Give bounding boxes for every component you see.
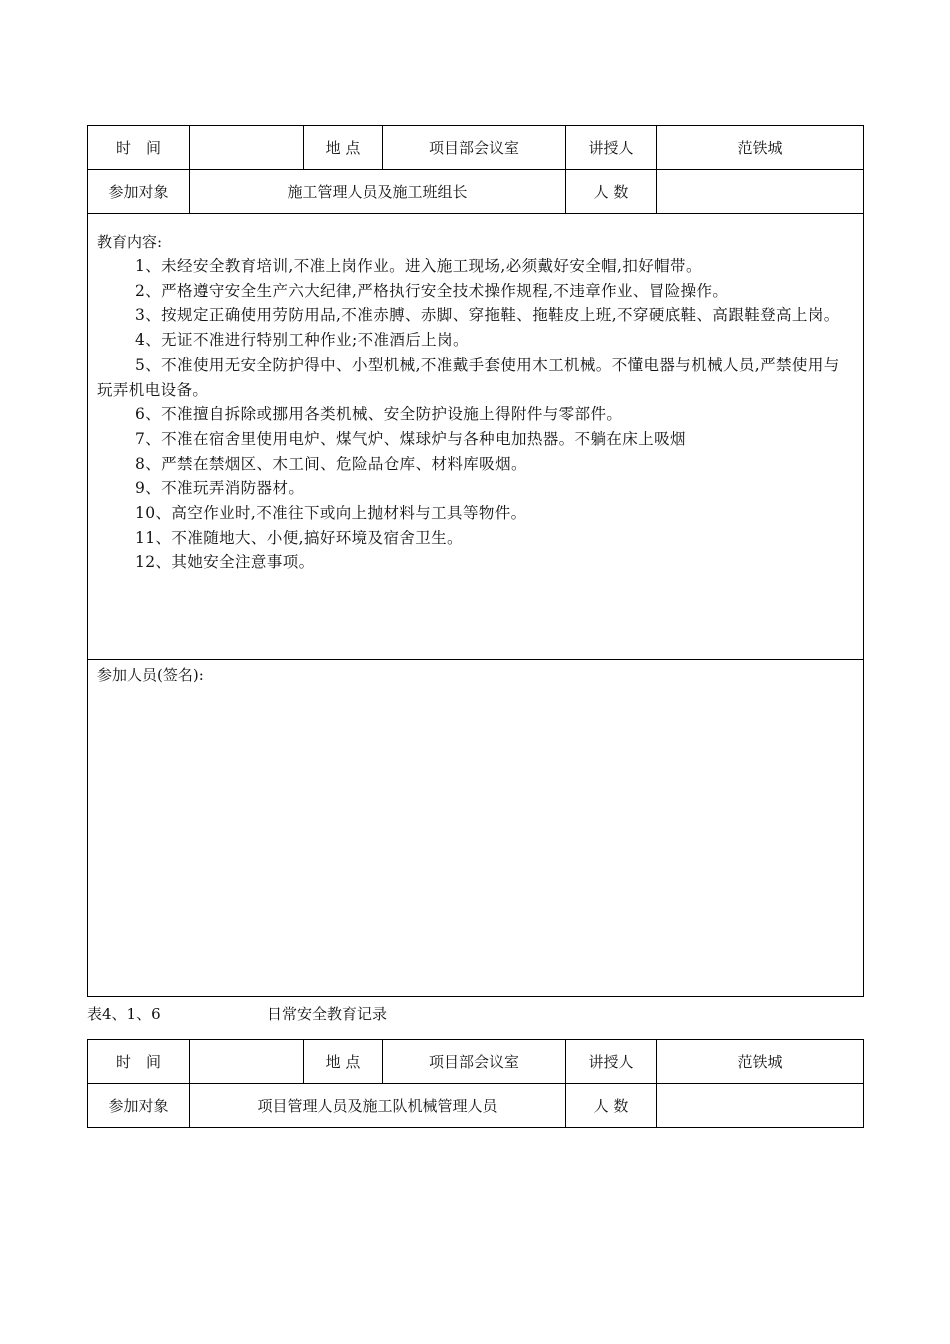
education-record-table-2 <box>87 1039 864 1128</box>
participants-value: 项目管理人员及施工队机械管理人员 <box>190 1084 566 1128</box>
time-value[interactable] <box>190 126 304 170</box>
education-content-title: 教育内容: <box>97 233 163 251</box>
education-item: 5、不准使用无安全防护得中、小型机械,不准戴手套使用木工机械。不懂电器与机械人员,严禁使用与玩弄机电设备。 <box>97 355 840 399</box>
place-label: 地 点 <box>304 126 383 170</box>
participants-label: 参加对象 <box>88 1084 190 1128</box>
education-item: 3、按规定正确使用劳防用品,不准赤膊、赤脚、穿拖鞋、拖鞋皮上班,不穿硬底鞋、高跟鞋登高上岗。 <box>135 306 840 325</box>
education-item: 9、不准玩弄消防器材。 <box>135 479 305 498</box>
place-value: 项目部会议室 <box>383 1040 566 1084</box>
time-label: 时 间 <box>88 126 190 170</box>
education-content-cell <box>88 214 864 660</box>
education-item: 12、其她安全注意事项。 <box>135 553 315 572</box>
time-value[interactable] <box>190 1040 304 1084</box>
count-label: 人 数 <box>566 170 657 214</box>
place-value: 项目部会议室 <box>383 126 566 170</box>
education-item: 4、无证不准进行特别工种作业;不准酒后上岗。 <box>135 331 469 350</box>
education-item: 1、未经安全教育培训,不准上岗作业。进入施工现场,必须戴好安全帽,扣好帽带。 <box>135 257 702 275</box>
table-number-caption: 表4、1、6 <box>87 1005 161 1023</box>
count-label: 人 数 <box>566 1084 657 1128</box>
education-record-table-1 <box>87 125 864 997</box>
education-items-list <box>97 254 842 575</box>
education-item: 10、高空作业时,不准往下或向上抛材料与工具等物件。 <box>135 504 527 523</box>
participants-label: 参加对象 <box>88 170 190 214</box>
education-item: 11、不准随地大、小便,搞好环境及宿舍卫生。 <box>135 528 463 547</box>
count-value[interactable] <box>657 170 864 214</box>
count-value[interactable] <box>657 1084 864 1128</box>
time-label: 时 间 <box>88 1040 190 1084</box>
lecturer-label: 讲授人 <box>566 126 657 170</box>
education-item: 2、严格遵守安全生产六大纪律,严格执行安全技术操作规程,不违章作业、冒险操作。 <box>135 281 729 300</box>
lecturer-value: 范铁城 <box>657 126 864 170</box>
education-item: 6、不准擅自拆除或挪用各类机械、安全防护设施上得附件与零部件。 <box>135 405 623 424</box>
place-label: 地 点 <box>304 1040 383 1084</box>
table-title-caption: 日常安全教育记录 <box>267 1005 388 1023</box>
participants-value: 施工管理人员及施工班组长 <box>190 170 566 214</box>
education-item: 8、严禁在禁烟区、木工间、危险品仓库、材料库吸烟。 <box>135 454 527 473</box>
education-item: 7、不准在宿舍里使用电炉、煤气炉、煤球炉与各种电加热器。不躺在床上吸烟 <box>135 429 686 448</box>
signature-label: 参加人员(签名): <box>97 666 204 684</box>
lecturer-label: 讲授人 <box>566 1040 657 1084</box>
lecturer-value: 范铁城 <box>657 1040 864 1084</box>
signature-cell[interactable] <box>88 660 864 997</box>
